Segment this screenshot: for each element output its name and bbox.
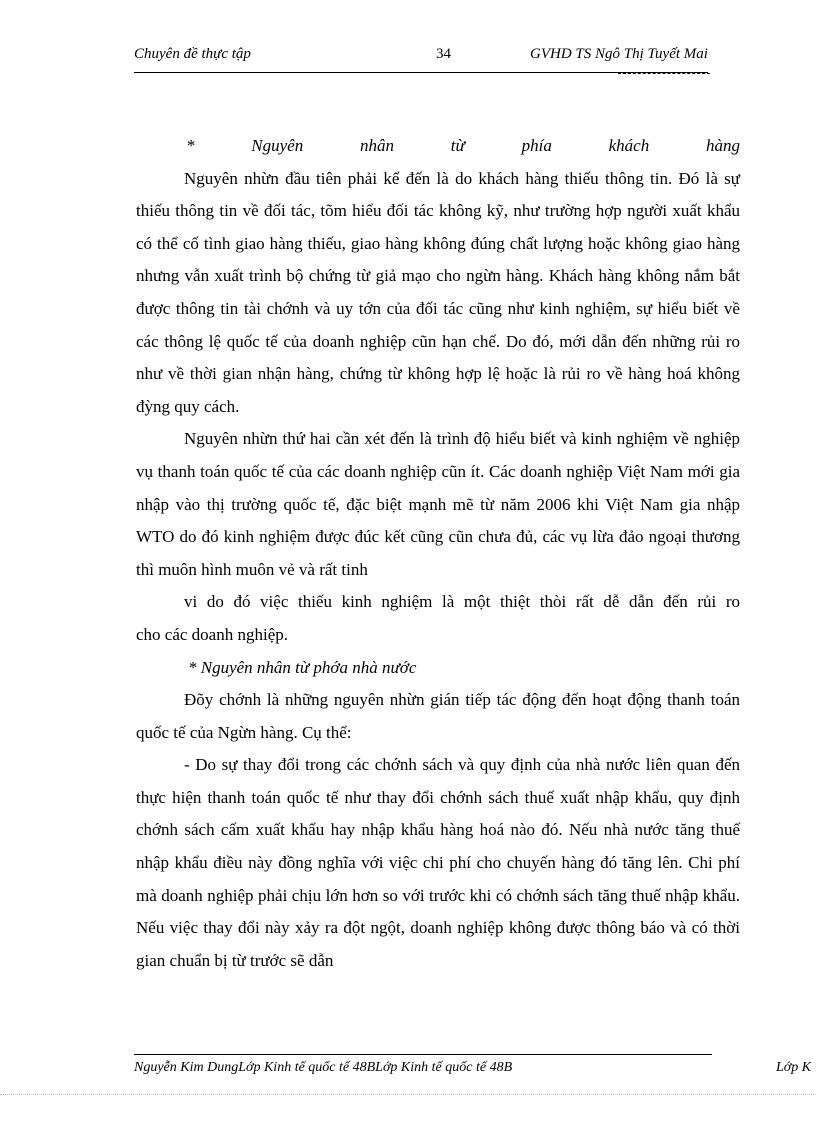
heading-customer-causes: * Nguyên nhân từ phía khách hàng (186, 136, 740, 155)
paragraph-policy-change (136, 749, 740, 977)
line: có chớnh sách tăng thuế nhập khẩu. Nếu việc thay đổi này xảy ra đột ngột, (136, 885, 741, 938)
footer-rule (134, 1054, 712, 1055)
page-body (136, 130, 740, 977)
line: toán quốc tế của Ngừn hàng. Cụ thể: (136, 690, 741, 742)
line: đến thực hiện thanh toán quốc tế như thay đổi chớnh sách thuế xuất nhập khẩu, (136, 755, 740, 807)
line: Nguyên nhừn thứ hai cần xét đến là trình độ hiểu biết và kinh nghiệm (184, 429, 668, 449)
line: ngừn hàng. Khách hàng không nắm bắt được thông tin tài chớnh và uy tớn (136, 266, 741, 318)
line: nước tăng thuế nhập khẩu điều này đồng nghĩa với việc chi phí cho chuyến (136, 820, 740, 873)
line: người xuất khẩu có thể cố tình giao hàng thiếu, giao hàng không đúng chất (136, 201, 740, 253)
line: của đối tác cũng như kinh nghiệm, sự hiểu biết về các thông lệ quốc tế của (136, 298, 740, 351)
header-dashed-rule (618, 73, 710, 74)
footer-author: Nguyễn Kim DungLớp Kinh tế quốc tế 48BLớp Kinh tế quốc tế 48B (134, 1060, 513, 1075)
line: cách. (204, 396, 240, 416)
line: nghiệp Việt Nam mới gia nhập vào thị trường quốc tế, đặc biệt mạnh mẽ từ (136, 461, 740, 514)
paragraph-customer-information (136, 163, 740, 424)
line: năm 2006 khi Việt Nam gia nhập WTO do đó kinh nghiệm được đúc kết cũng (136, 494, 741, 547)
line: - Do sự thay đổi trong các chớnh sách và quy định của nhà nước liên quan (184, 755, 710, 775)
paragraph-government-intro (136, 684, 740, 749)
page-bottom-dotted-rule (0, 1094, 816, 1095)
page-number: 34 (436, 46, 451, 62)
line: doanh nghiệp cũn hạn chế. Do đó, mới dẫn đến những rủi ro như về thời gian (136, 331, 741, 384)
line: về nghiệp vụ thanh toán quốc tế của các doanh nghiệp cũn ít. Các doanh (136, 429, 740, 481)
footer-class: Lớp K (776, 1060, 812, 1075)
paragraph-customer-experience-end: cho các doanh nghiệp. (136, 624, 288, 644)
line: Đõy chớnh là những nguyên nhừn gián tiếp tác động đến hoạt động thanh (184, 690, 705, 710)
line: doanh nghiệp không được thông báo và có thời gian chuẩn bị từ trước sẽ dẫn (136, 918, 741, 970)
line: lượng hoặc không giao hàng nhưng vẫn xuất trình bộ chứng từ giả mạo cho (136, 233, 740, 286)
paragraph-customer-experience (136, 423, 740, 586)
header-title: Chuyên đề thực tập (134, 46, 251, 62)
line: nhận hàng, chứng từ không hợp lệ hoặc là rủi ro về hàng hoá không đỳng quy (136, 364, 741, 416)
line: cũn chưa đủ, các vụ lừa đảo ngoại thương thì muôn hình muôn vẻ và rất tinh (136, 527, 740, 579)
header-supervisor: GVHD TS Ngô Thị Tuyết Mai (530, 46, 708, 62)
line: là sự thiếu thông tin về đối tác, tõm hiểu đối tác không kỹ, như trường hợp (136, 168, 740, 221)
line: Nguyên nhừn đầu tiên phải kể đến là do khách hàng thiếu thông tin. Đó (184, 168, 700, 188)
heading-government-causes: * Nguyên nhân từ phớa nhà nước (188, 657, 417, 677)
paragraph-customer-experience-cont: vi do đó việc thiếu kinh nghiệm là một thiệt thòi rất dễ dẫn đến rủi ro (184, 592, 740, 612)
line: quy định chớnh sách cấm xuất khẩu hay nhập khẩu hàng hoá nào đó. Nếu nhà (136, 787, 740, 840)
line: hàng đó tăng lên. Chi phí mà doanh nghiệp phải chịu lớn hơn so với trước khi (136, 853, 741, 905)
